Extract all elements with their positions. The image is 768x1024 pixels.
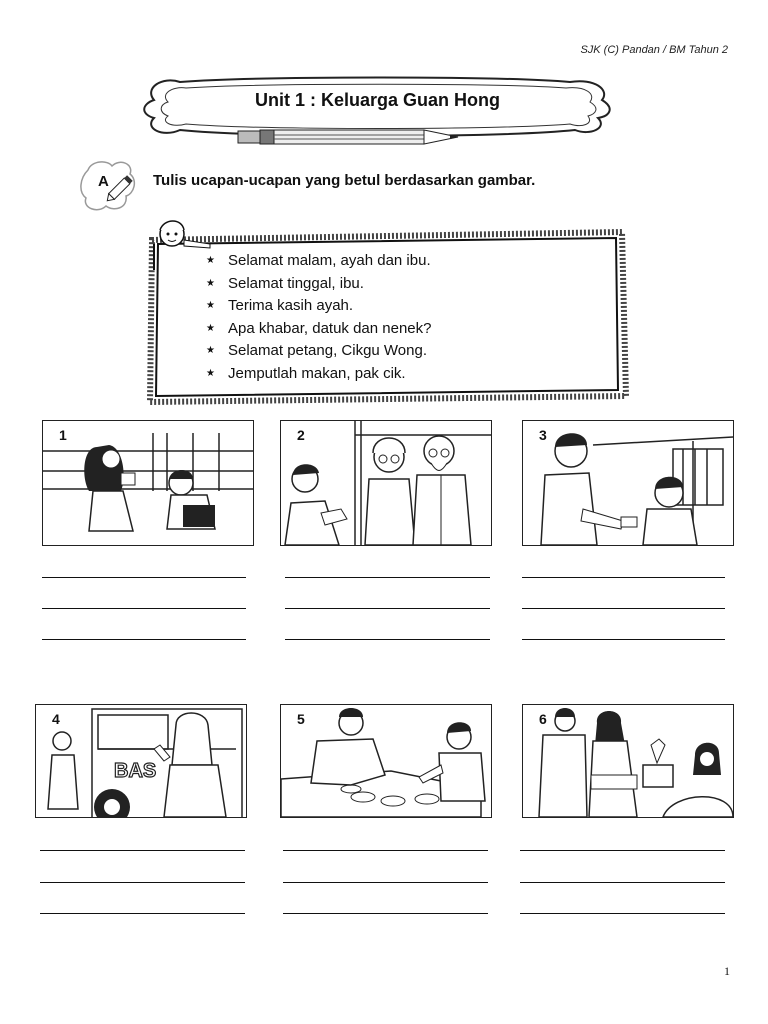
star-icon: ★ [206, 345, 215, 357]
school-note: SJK (C) Pandan / BM Tahun 2 [580, 44, 728, 56]
section-letter: A [98, 173, 109, 190]
phrase-list [206, 250, 432, 385]
bus-sign: BAS [114, 760, 157, 782]
grandparents-greeting-illustration [281, 421, 491, 545]
star-icon: ★ [206, 277, 215, 289]
star-icon: ★ [206, 255, 215, 267]
dinner-table-illustration [281, 705, 491, 817]
family-night-illustration [523, 705, 733, 817]
answer-line[interactable] [42, 608, 246, 609]
picture-number: 5 [297, 711, 305, 727]
picture-number: 1 [59, 427, 67, 443]
picture-6 [522, 704, 734, 818]
picture-number: 6 [539, 711, 547, 727]
picture-number: 3 [539, 427, 547, 443]
answer-line[interactable] [520, 913, 725, 914]
instruction-text: Tulis ucapan-ucapan yang betul berdasarkan gambar. [153, 172, 536, 189]
answer-line[interactable] [283, 882, 488, 883]
star-icon: ★ [206, 367, 215, 379]
answer-line[interactable] [283, 913, 488, 914]
phrase-item: ★ Selamat malam, ayah dan ibu. [206, 252, 431, 270]
page-number: 1 [724, 964, 730, 978]
answer-line[interactable] [40, 882, 245, 883]
answer-line[interactable] [285, 608, 490, 609]
answer-line[interactable] [522, 608, 725, 609]
answer-line[interactable] [522, 577, 725, 578]
picture-number: 2 [297, 427, 305, 443]
answer-line[interactable] [285, 577, 490, 578]
phrase-item: ★ Jemputlah makan, pak cik. [206, 364, 406, 382]
answer-line[interactable] [40, 850, 245, 851]
phrase-item: ★ Apa khabar, datuk dan nenek? [206, 319, 432, 337]
answer-line[interactable] [42, 577, 246, 578]
answer-line[interactable] [283, 850, 488, 851]
picture-2 [280, 420, 492, 546]
father-and-son-illustration [523, 421, 733, 545]
picture-3 [522, 420, 734, 546]
answer-line[interactable] [520, 882, 725, 883]
answer-line[interactable] [40, 913, 245, 914]
teacher-and-boy-illustration [43, 421, 253, 545]
page-title: Unit 1 : Keluarga Guan Hong [254, 90, 500, 110]
answer-line[interactable] [522, 639, 725, 640]
star-icon: ★ [206, 322, 215, 334]
phrase-item: ★ Selamat petang, Cikgu Wong. [206, 342, 428, 360]
answer-line[interactable] [285, 639, 490, 640]
bus-goodbye-illustration [36, 705, 246, 817]
phrase-item: ★ Terima kasih ayah. [206, 297, 354, 315]
picture-4 [35, 704, 247, 818]
star-icon: ★ [206, 300, 215, 312]
picture-1 [42, 420, 254, 546]
section-a [78, 158, 718, 214]
picture-number: 4 [52, 711, 60, 727]
phrase-item: ★ Selamat tinggal, ibu. [206, 274, 364, 292]
pencil-icon [236, 127, 466, 147]
answer-line[interactable] [42, 639, 246, 640]
answer-line[interactable] [520, 850, 725, 851]
picture-5 [280, 704, 492, 818]
